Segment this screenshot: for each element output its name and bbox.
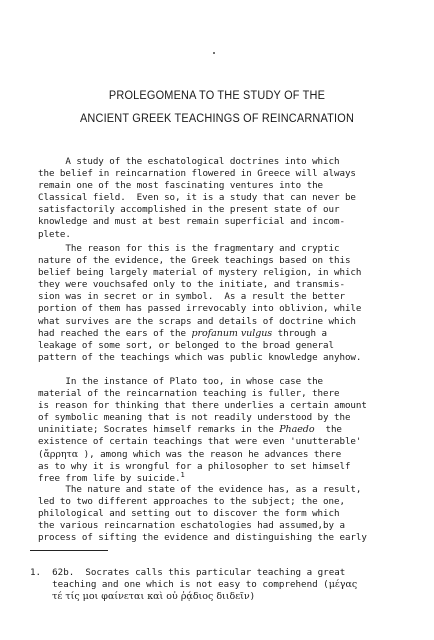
title-line-2: ANCIENT GREEK TEACHINGS OF REINCARNATION: [79, 113, 355, 125]
p1-line-4: Classical field. Even so, it is a study that can never be: [38, 192, 356, 204]
p3-line-7-start: (: [38, 448, 44, 460]
p2-line-3: belief being largely material of mystery religion, in which: [38, 267, 362, 279]
p4-line-4: the various reincarnation eschatologies had assumed,by a: [38, 520, 345, 532]
p1-line-2: the belief in reincarnation flowered in Greece will always: [38, 168, 356, 180]
p4-line-5: process of sifting the evidence and distinguishing the early: [38, 532, 367, 544]
p4-line-1: The nature and state of the evidence has, as a result,: [38, 484, 362, 495]
p2-line-10: pattern of the teachings which was public knowledge anyhow.: [38, 351, 362, 363]
paragraph-2: [38, 243, 418, 364]
p1-line-7: plete.: [38, 228, 71, 240]
p1-line-3: remain one of the most fascinating ventures into the: [38, 180, 324, 192]
p3-line-3: is reason for thinking that there underlies a certain amount: [38, 400, 367, 412]
p3-line-4: of symbolic meaning that is not readily understood by the: [38, 412, 351, 424]
p2-line-7: what survives are the scraps and details of doctrine which: [38, 315, 356, 327]
fn-line-1: 1. 62b. Socrates calls this particular teaching a great: [30, 567, 346, 578]
greek-quote-end: τέ τίς μοι φαίνεται καὶ οὐ ῥᾴδιος διιδεῖν: [52, 591, 250, 603]
paragraph-1: [38, 156, 418, 241]
p2-line-2: nature of the evidence, the Greek teachings based on this: [38, 255, 351, 267]
work-title: Phaedo: [279, 424, 315, 436]
p1-line-5: satisfactorily accomplished in the present state of our: [38, 204, 340, 216]
p3-line-5-start: uninitiate; Socrates himself remarks in the: [38, 424, 280, 436]
paragraph-3: [38, 376, 418, 485]
p3-line-5-end: the: [314, 424, 342, 436]
greek-quote-start: μέγας: [328, 579, 358, 591]
p4-line-2: led to two different approaches to the subject; the one,: [38, 496, 345, 508]
p3-line-9: free from life by suicide.: [38, 472, 181, 484]
p3-line-6: existence of certain teachings that were even 'unutterable': [38, 436, 362, 448]
p1-line-6: knowledge and must at best remain superficial and incom-: [38, 216, 345, 228]
speck-mark: [213, 52, 215, 54]
p3-line-2: material of the reincarnation teaching is fuller, there: [38, 388, 340, 400]
footnote: [30, 567, 425, 603]
p3-line-7-end: ), among which was the reason he advances there: [78, 448, 342, 460]
p2-line-4: they were vouchsafed only to the initiate, and transmis-: [38, 279, 345, 291]
fn-line-2-start: teaching and one which is not easy to comprehend (: [30, 579, 329, 591]
paragraph-4: [38, 484, 418, 544]
p3-line-1: In the instance of Plato too, in whose case the: [38, 376, 324, 387]
p2-line-6: portion of them has passed irrevocably into oblivion, while: [38, 303, 362, 315]
latin-term: profanum vulgus: [191, 327, 273, 339]
p3-line-8: as to why it is wrongful for a philosopher to set himself: [38, 460, 351, 472]
p1-line-1: A study of the eschatological doctrines into which: [38, 156, 340, 167]
p2-line-8-start: had reached the ears of the: [38, 327, 192, 339]
p2-line-8-end: through a: [272, 327, 327, 339]
p4-line-3: philological and setting out to discover the form which: [38, 508, 340, 520]
p2-line-9: leakage of some sort, or belonged to the broad general: [38, 339, 334, 351]
p2-line-5: sion was in secret or in symbol. As a result the better: [38, 291, 345, 303]
greek-term: ἄρρητα: [43, 448, 79, 460]
footnote-reference: 1: [180, 470, 185, 479]
fn-line-3-end: ): [249, 591, 256, 603]
footnote-divider: [30, 550, 108, 551]
title-line-1: PROLEGOMENA TO THE STUDY OF THE: [108, 90, 326, 102]
p2-line-1: The reason for this is the fragmentary and cryptic: [38, 243, 340, 254]
